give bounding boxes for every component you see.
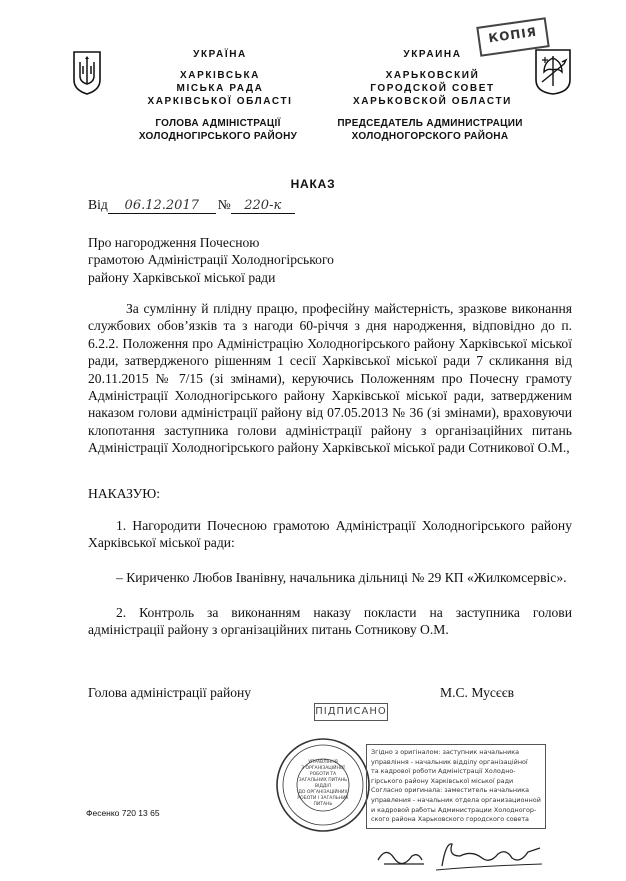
certification-stamp: [366, 744, 546, 829]
header-right-line3: ХАРЬКОВСКОЙ ОБЛАСТИ: [353, 96, 512, 107]
date-number-line: [88, 197, 295, 214]
subject-line-3: району Харківської міської ради: [88, 269, 276, 285]
header-left-title1: ГОЛОВА АДМІНІСТРАЦІЇ: [155, 118, 281, 129]
number-prefix: №: [217, 197, 231, 212]
order-item-1: [88, 517, 572, 552]
header-right-line1: ХАРЬКОВСКИЙ: [385, 70, 480, 81]
header-right-line2: ГОРОДСКОЙ СОВЕТ: [370, 83, 495, 94]
preamble-paragraph: [88, 300, 572, 457]
round-stamp-line: ВІДДІЛ: [314, 784, 332, 789]
copy-stamp-text: КОПІЯ: [487, 24, 538, 46]
round-stamp-line: РОБОТИ ТА: [309, 772, 337, 777]
header-right: [345, 48, 520, 108]
round-stamp-line: УПРАВЛІННЯ: [308, 760, 338, 765]
header-left-line1: ХАРКІВСЬКА: [179, 70, 261, 81]
round-stamp-line: ПИТАНЬ: [313, 802, 333, 807]
round-stamp-line: РОБОТИ І ЗАГАЛЬНИХ: [297, 796, 349, 801]
round-stamp-lines: [296, 760, 350, 808]
round-stamp-line: ЗАГАЛЬНИХ ПИТАНЬ: [298, 778, 348, 783]
header-left-title: [128, 117, 308, 143]
signature-name: М.С. Мусєєв: [440, 685, 515, 700]
header-right-title2: ХОЛОДНОГОРСКОГО РАЙОНА: [351, 131, 509, 142]
certify-line: и кадровой работы Администрации Холодногор-: [371, 805, 537, 814]
header-left-line2: МІСЬКА РАДА: [176, 83, 264, 94]
certify-line: управления - начальник отдела организационной: [371, 795, 541, 804]
order-subject: [88, 234, 418, 286]
header-left-title2: ХОЛОДНОГІРСЬКОГО РАЙОНУ: [138, 131, 298, 142]
handwritten-signatures: [372, 836, 552, 874]
ukraine-coat-of-arms-icon: [72, 50, 102, 96]
round-stamp-line: ДО ОРГАНІЗАЦІЙНИХ: [298, 790, 348, 795]
round-stamp-line: З ОРГАНІЗАЦІЙНОЇ: [301, 766, 345, 771]
order-item-2-text: 2. Контроль за виконанням наказу покласти на заступника голови адміністрації району з організаційних питань Сотникову О.М.: [88, 605, 572, 638]
kharkiv-emblem-icon: [534, 48, 572, 96]
header-left: [140, 48, 300, 108]
preamble-text: За сумлінну й плідну працю, професійну майстерність, зразкове виконання службових обов’язків та з нагоди 60-річчя з дня народження, відповідно до п. 6.2.2. Положення про Адміністрацію Холодногірського району Харківської міської ради, затвердженого рішенням 1 сесії Харківської міської ради 7 скликання від 20.11.2015 № 7/15 (зі змінами), керуючись Положенням про Почесну грамоту Адміністрації Холодногірського району Харківської міської ради, затвердженим наказом голови адміністрації району від 07.05.2013 № 36 (зі змінами), враховуючи клопотання заступника голови адміністрації району з організаційних питань Адміністрації Холодногірського району Харківської міської ради Сотникової О.М.,: [88, 301, 572, 456]
number-value: 220-к: [231, 198, 295, 214]
header-right-title1: ПРЕДСЕДАТЕЛЬ АДМИНИСТРАЦИИ: [337, 118, 523, 129]
signed-stamp-text: ПІДПИСАНО: [315, 706, 387, 717]
certify-line: гірського району Харківської міської ради: [371, 776, 514, 785]
date-prefix: Від: [88, 197, 108, 212]
header-right-country: УКРАИНА: [403, 49, 462, 60]
certify-line: Согласно оригинала: заместитель начальника: [371, 786, 530, 795]
order-item-1-text: 1. Нагородити Почесною грамотою Адміністрації Холодногірського району Харківської міської ради:: [88, 518, 572, 551]
header-left-line3: ХАРКІВСЬКОЇ ОБЛАСТІ: [147, 96, 293, 107]
signed-stamp: [314, 703, 388, 721]
subject-line-2: грамотою Адміністрації Холодногірського: [88, 252, 334, 268]
document-type: НАКАЗ: [290, 177, 336, 191]
date-value: 06.12.2017: [108, 198, 216, 214]
certify-line: ского района Харьковского городского совета: [371, 815, 529, 824]
subject-line-1: Про нагородження Почесною: [88, 235, 260, 250]
certify-line: управління - начальник відділу організаційної: [371, 757, 528, 766]
order-word: НАКАЗУЮ:: [88, 486, 161, 501]
header-left-country: УКРАЇНА: [193, 49, 247, 60]
executor-info: Фесенко 720 13 65: [86, 808, 160, 818]
order-item-2: [88, 604, 572, 639]
signature-position: Голова адміністрації району: [88, 685, 252, 700]
header-right-title: [330, 117, 530, 143]
certify-line: Згідно з оригіналом: заступник начальника: [371, 748, 520, 756]
award-recipient: [88, 569, 572, 586]
certify-line: та кадрової роботи Адміністрації Холодно-: [371, 767, 516, 776]
award-recipient-text: – Кириченко Любов Іванівну, начальника дільниці № 29 КП «Жилкомсервіс».: [116, 570, 567, 585]
